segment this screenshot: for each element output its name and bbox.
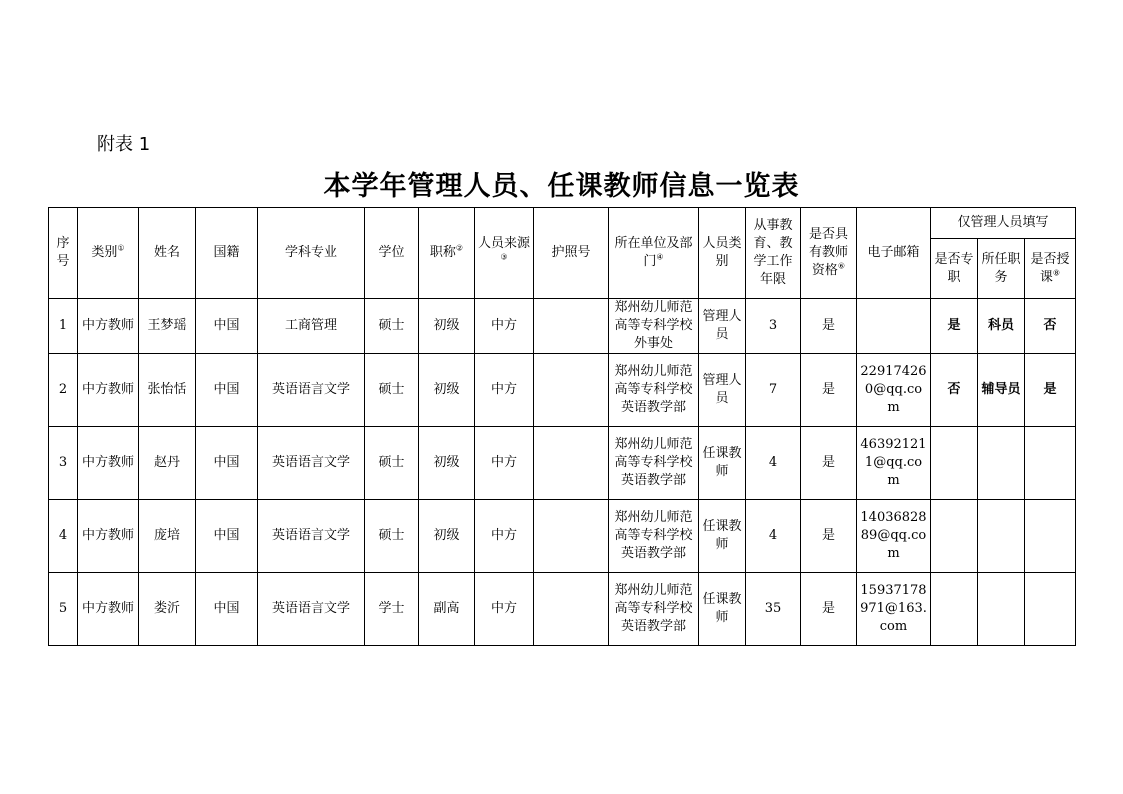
cell-qualified: 是 <box>801 427 857 500</box>
cell-degree: 硕士 <box>365 427 419 500</box>
cell-fulltime <box>931 500 978 573</box>
header-source-text: 人员来源 <box>477 236 530 251</box>
cell-category: 中方教师 <box>78 500 139 573</box>
footnote-mark: ② <box>455 243 464 253</box>
cell-teaching <box>1025 427 1076 500</box>
header-major-text: 学科专业 <box>284 245 337 260</box>
cell-nationality: 中国 <box>196 500 258 573</box>
header-nationality-text: 国籍 <box>213 245 240 260</box>
header-category-text: 类别 <box>91 245 118 260</box>
cell-category: 中方教师 <box>78 354 139 427</box>
header-seq-text: 序号 <box>56 236 70 269</box>
cell-years: 4 <box>746 500 801 573</box>
cell-fulltime: 是 <box>931 299 978 354</box>
footnote-mark: ⑧ <box>1052 268 1061 278</box>
cell-fulltime: 否 <box>931 354 978 427</box>
cell-major: 英语语言文学 <box>258 500 365 573</box>
cell-staff-type: 任课教师 <box>699 500 746 573</box>
header-category <box>78 208 139 299</box>
footnote-mark: ③ <box>500 252 508 262</box>
header-name <box>139 208 196 299</box>
cell-title: 初级 <box>419 354 475 427</box>
cell-title: 初级 <box>419 299 475 354</box>
footnote-mark: ⑥ <box>837 261 846 271</box>
cell-email <box>857 299 931 354</box>
header-seq <box>49 208 78 299</box>
cell-seq: 3 <box>49 427 78 500</box>
page-title: 本学年管理人员、任课教师信息一览表 <box>323 171 800 202</box>
cell-major: 英语语言文学 <box>258 354 365 427</box>
header-unit-text: 所在单位及部门 <box>614 236 693 269</box>
cell-degree: 硕士 <box>365 500 419 573</box>
cell-title: 副高 <box>419 573 475 646</box>
cell-name: 庞培 <box>139 500 196 573</box>
header-years <box>746 208 801 299</box>
cell-source: 中方 <box>475 299 534 354</box>
header-fulltime <box>931 239 978 299</box>
header-teaching-text: 是否授课 <box>1030 251 1070 285</box>
header-admin-group <box>931 208 1076 239</box>
cell-name: 王梦瑶 <box>139 299 196 354</box>
cell-category: 中方教师 <box>78 299 139 354</box>
cell-nationality: 中国 <box>196 573 258 646</box>
header-nationality <box>196 208 258 299</box>
cell-category: 中方教师 <box>78 427 139 500</box>
cell-years: 4 <box>746 427 801 500</box>
cell-degree: 硕士 <box>365 354 419 427</box>
header-unit <box>609 208 699 299</box>
cell-staff-type: 任课教师 <box>699 427 746 500</box>
cell-degree: 学士 <box>365 573 419 646</box>
cell-category: 中方教师 <box>78 573 139 646</box>
footnote-mark: ① <box>117 243 125 253</box>
cell-fulltime <box>931 573 978 646</box>
cell-degree: 硕士 <box>365 299 419 354</box>
header-staff-type <box>699 208 746 299</box>
cell-email: 1403682889@qq.com <box>857 500 931 573</box>
cell-seq: 1 <box>49 299 78 354</box>
cell-unit: 郑州幼儿师范高等专科学校外事处 <box>609 299 699 354</box>
cell-email: 229174260@qq.com <box>857 354 931 427</box>
cell-years: 7 <box>746 354 801 427</box>
cell-name: 赵丹 <box>139 427 196 500</box>
cell-major: 英语语言文学 <box>258 427 365 500</box>
header-major <box>258 208 365 299</box>
cell-qualified: 是 <box>801 573 857 646</box>
cell-source: 中方 <box>475 500 534 573</box>
cell-source: 中方 <box>475 427 534 500</box>
cell-passport <box>534 354 609 427</box>
cell-staff-type: 任课教师 <box>699 573 746 646</box>
cell-source: 中方 <box>475 573 534 646</box>
cell-teaching <box>1025 573 1076 646</box>
header-email-text: 电子邮箱 <box>867 245 920 260</box>
cell-nationality: 中国 <box>196 299 258 354</box>
cell-nationality: 中国 <box>196 354 258 427</box>
annex-label: 附表 1 <box>97 134 151 155</box>
table-row <box>49 500 1076 573</box>
cell-title: 初级 <box>419 427 475 500</box>
cell-passport <box>534 299 609 354</box>
header-degree <box>365 208 419 299</box>
table-row <box>49 299 1076 354</box>
header-email <box>857 208 931 299</box>
header-qualified <box>801 208 857 299</box>
cell-title: 初级 <box>419 500 475 573</box>
header-staff-type-text: 人员类别 <box>702 236 742 269</box>
cell-teaching: 否 <box>1025 299 1076 354</box>
cell-position <box>978 500 1025 573</box>
cell-unit: 郑州幼儿师范高等专科学校英语教学部 <box>609 500 699 573</box>
cell-seq: 5 <box>49 573 78 646</box>
cell-qualified: 是 <box>801 500 857 573</box>
cell-staff-type: 管理人员 <box>699 354 746 427</box>
cell-qualified: 是 <box>801 354 857 427</box>
cell-position: 科员 <box>978 299 1025 354</box>
cell-years: 35 <box>746 573 801 646</box>
header-position-text: 所任职务 <box>981 251 1021 285</box>
cell-email: 463921211@qq.com <box>857 427 931 500</box>
header-title <box>419 208 475 299</box>
cell-source: 中方 <box>475 354 534 427</box>
cell-seq: 2 <box>49 354 78 427</box>
cell-position <box>978 427 1025 500</box>
cell-position <box>978 573 1025 646</box>
table-row <box>49 354 1076 427</box>
cell-unit: 郑州幼儿师范高等专科学校英语教学部 <box>609 354 699 427</box>
cell-unit: 郑州幼儿师范高等专科学校英语教学部 <box>609 573 699 646</box>
cell-staff-type: 管理人员 <box>699 299 746 354</box>
header-passport-text: 护照号 <box>551 245 591 260</box>
cell-teaching <box>1025 500 1076 573</box>
table-row <box>49 573 1076 646</box>
header-degree-text: 学位 <box>378 245 405 260</box>
cell-name: 娄沂 <box>139 573 196 646</box>
staff-info-table <box>48 207 1076 646</box>
header-position <box>978 239 1025 299</box>
header-years-text: 从事教育、教学工作年限 <box>753 218 793 287</box>
cell-nationality: 中国 <box>196 427 258 500</box>
cell-passport <box>534 500 609 573</box>
cell-major: 英语语言文学 <box>258 573 365 646</box>
cell-qualified: 是 <box>801 299 857 354</box>
cell-fulltime <box>931 427 978 500</box>
cell-email: 15937178971@163.com <box>857 573 931 646</box>
header-title-text: 职称 <box>429 245 456 260</box>
cell-unit: 郑州幼儿师范高等专科学校英语教学部 <box>609 427 699 500</box>
cell-years: 3 <box>746 299 801 354</box>
header-admin-group-text: 仅管理人员填写 <box>957 215 1049 230</box>
header-qualified-text: 是否具有教师资格 <box>808 227 848 278</box>
cell-teaching: 是 <box>1025 354 1076 427</box>
cell-major: 工商管理 <box>258 299 365 354</box>
header-passport <box>534 208 609 299</box>
table-row <box>49 427 1076 500</box>
footnote-mark: ④ <box>656 252 664 262</box>
header-name-text: 姓名 <box>153 245 180 260</box>
cell-passport <box>534 573 609 646</box>
cell-name: 张怡恬 <box>139 354 196 427</box>
header-fulltime-text: 是否专职 <box>934 251 974 285</box>
header-source <box>475 208 534 299</box>
cell-seq: 4 <box>49 500 78 573</box>
cell-position: 辅导员 <box>978 354 1025 427</box>
cell-passport <box>534 427 609 500</box>
header-teaching <box>1025 239 1076 299</box>
